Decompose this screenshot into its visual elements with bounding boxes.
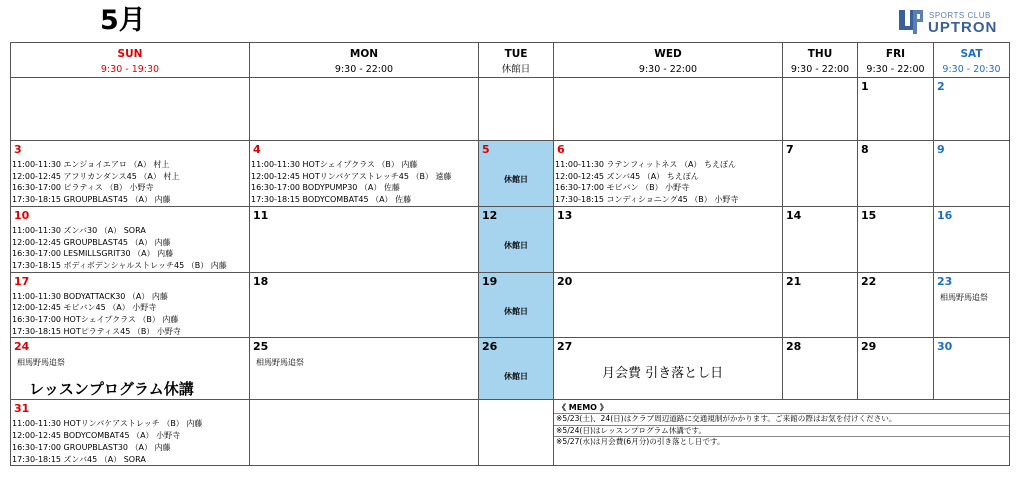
week-row-4 bbox=[11, 272, 1010, 338]
day-cell bbox=[934, 272, 1010, 338]
memo-line: ※5/27(水)は月会費(6月分)の引き落とし日です。 bbox=[554, 436, 1009, 448]
lesson-item: 12:00-12:45 HOTリンパケアストレッチ45 （B） 遠藤 bbox=[251, 171, 452, 181]
closed-label: 休館日 bbox=[504, 240, 528, 250]
memo-line: ※5/24(日)はレッスンプログラム休講です。 bbox=[554, 425, 1009, 437]
closed-label: 休館日 bbox=[504, 175, 528, 184]
day-cell bbox=[783, 338, 858, 400]
day-cell bbox=[11, 78, 250, 141]
date-number: 30 bbox=[937, 340, 953, 354]
date-number: 11 bbox=[253, 208, 269, 222]
date-number: 14 bbox=[786, 208, 802, 222]
day-cell bbox=[554, 272, 783, 338]
memo-line: ※5/23(土)、24(日)はクラブ周辺道路に交通規制がかかります。ご来館の際はお気を付けください。 bbox=[554, 413, 1009, 425]
date-number: 12 bbox=[482, 208, 498, 222]
header-tue bbox=[479, 43, 554, 78]
event-note: 相馬野馬追祭 bbox=[256, 358, 304, 368]
week-row-3 bbox=[11, 206, 1010, 272]
lesson-list bbox=[11, 225, 249, 272]
date-number: 24 bbox=[14, 340, 30, 354]
event-note: 相馬野馬追祭 bbox=[940, 292, 988, 302]
lesson-list bbox=[554, 159, 782, 206]
day-cell bbox=[554, 338, 783, 400]
lesson-item: 17:30-18:15 HOTピラティス45 （B） 小野寺 bbox=[12, 326, 181, 336]
date-number: 6 bbox=[557, 143, 565, 156]
date-number: 15 bbox=[861, 208, 877, 222]
day-cell bbox=[858, 78, 934, 141]
day-cell bbox=[934, 78, 1010, 141]
calendar-table bbox=[10, 42, 1010, 466]
week-row-5 bbox=[11, 338, 1010, 400]
day-name: FRI bbox=[885, 48, 906, 60]
date-number: 21 bbox=[786, 274, 802, 288]
month-title: 5月 bbox=[100, 5, 146, 36]
date-number: 7 bbox=[786, 143, 794, 156]
club-logo bbox=[898, 8, 1016, 36]
date-number: 3 bbox=[14, 143, 22, 156]
date-number: 27 bbox=[557, 340, 573, 354]
logo-mark-icon bbox=[898, 8, 924, 36]
date-number: 2 bbox=[937, 80, 945, 93]
opening-hours: 9:30 - 20:30 bbox=[942, 64, 1001, 75]
lesson-item: 17:30-18:15 コンディショニング45 （B） 小野寺 bbox=[555, 195, 739, 205]
lesson-item: 16:30-17:00 ピラティス （B） 小野寺 bbox=[12, 183, 154, 193]
date-number: 31 bbox=[14, 402, 30, 416]
opening-hours: 9:30 - 19:30 bbox=[100, 64, 160, 75]
date-number: 5 bbox=[482, 143, 490, 156]
date-number: 13 bbox=[557, 208, 573, 222]
header-thu bbox=[783, 43, 858, 78]
lesson-item: 17:30-18:15 ボディボデンシャルストレッチ45 （B） 内藤 bbox=[12, 260, 227, 270]
week-row-6 bbox=[11, 400, 1010, 466]
day-cell bbox=[858, 206, 934, 272]
lesson-item: 11:00-11:30 BODYATTACK30 （A） 内藤 bbox=[12, 291, 168, 301]
lesson-item: 12:00-12:45 BODYCOMBAT45 （A） 小野寺 bbox=[12, 431, 181, 441]
lesson-item: 17:30-18:15 GROUPBLAST45 （A） 内藤 bbox=[12, 195, 171, 205]
week-row-1 bbox=[11, 78, 1010, 141]
closed-label: 休館日 bbox=[504, 372, 528, 382]
day-cell bbox=[783, 141, 858, 207]
day-cell-closed bbox=[479, 141, 554, 207]
day-cell bbox=[250, 400, 479, 466]
lesson-list bbox=[11, 418, 249, 465]
opening-hours: 9:30 - 22:00 bbox=[638, 64, 698, 75]
lesson-item: 16:30-17:00 モビバン （B） 小野寺 bbox=[555, 183, 690, 193]
day-cell-closed bbox=[479, 272, 554, 338]
header-sun bbox=[11, 43, 250, 78]
lesson-cancel-note: レッスンプログラム休講 bbox=[29, 380, 194, 399]
date-number: 17 bbox=[14, 274, 30, 288]
day-name: SAT bbox=[960, 48, 983, 60]
opening-hours: 9:30 - 22:00 bbox=[866, 64, 925, 75]
lesson-item: 17:30-18:15 ズンバ45 （A） SORA bbox=[12, 454, 146, 464]
memo-title: 《 MEMO 》 bbox=[558, 403, 608, 413]
lesson-list bbox=[250, 159, 478, 206]
day-cell bbox=[250, 206, 479, 272]
date-number: 8 bbox=[861, 143, 869, 156]
closed-label: 休館日 bbox=[504, 306, 528, 316]
day-cell bbox=[934, 141, 1010, 207]
header-row bbox=[11, 43, 1010, 78]
lesson-item: 16:30-17:00 BODYPUMP30 （A） 佐藤 bbox=[251, 183, 400, 193]
day-cell bbox=[858, 141, 934, 207]
date-number: 1 bbox=[861, 80, 869, 93]
lesson-item: 11:00-11:30 ラテンフィットネス （A） ちえぽん bbox=[555, 160, 736, 169]
logo-wordmark: UPTRON bbox=[928, 19, 998, 36]
header-wed bbox=[554, 43, 783, 78]
day-cell bbox=[479, 78, 554, 141]
opening-hours: 9:30 - 22:00 bbox=[790, 64, 850, 75]
day-cell bbox=[11, 141, 250, 207]
lesson-item: 12:00-12:45 GROUPBLAST45 （A） 内藤 bbox=[12, 237, 171, 247]
day-name: WED bbox=[654, 48, 682, 60]
lesson-item: 16:30-17:00 LESMILLSGRIT30 （A） 内藤 bbox=[12, 249, 174, 259]
date-number: 28 bbox=[786, 340, 802, 354]
day-name: SUN bbox=[117, 48, 143, 60]
date-number: 26 bbox=[482, 340, 498, 354]
lesson-item: 11:00-11:30 HOTシェイプクラス （B） 内藤 bbox=[251, 160, 418, 169]
lesson-item: 12:00-12:45 モビバン45 （A） 小野寺 bbox=[12, 303, 157, 313]
memo-box bbox=[554, 400, 1010, 466]
date-number: 23 bbox=[937, 274, 953, 288]
date-number: 18 bbox=[253, 274, 269, 288]
date-number: 25 bbox=[253, 340, 269, 354]
lesson-item: 16:30-17:00 GROUPBLAST30 （A） 内藤 bbox=[12, 442, 171, 452]
day-cell bbox=[11, 400, 250, 466]
day-cell bbox=[250, 78, 479, 141]
lesson-item: 16:30-17:00 HOTシェイプクラス （B） 内藤 bbox=[12, 315, 179, 325]
header-fri bbox=[858, 43, 934, 78]
event-note: 相馬野馬追祭 bbox=[17, 358, 65, 368]
day-cell bbox=[250, 272, 479, 338]
day-cell bbox=[11, 206, 250, 272]
day-name: THU bbox=[807, 48, 833, 60]
date-number: 20 bbox=[557, 274, 573, 288]
day-cell bbox=[554, 141, 783, 207]
lesson-item: 11:00-11:30 ズンバ30 （A） SORA bbox=[12, 225, 146, 235]
day-cell bbox=[783, 78, 858, 141]
date-number: 29 bbox=[861, 340, 877, 354]
opening-hours: 休館日 bbox=[501, 64, 531, 75]
day-cell-closed bbox=[479, 338, 554, 400]
day-cell bbox=[934, 206, 1010, 272]
day-cell bbox=[858, 338, 934, 400]
day-cell bbox=[250, 338, 479, 400]
day-cell bbox=[858, 272, 934, 338]
date-number: 16 bbox=[937, 208, 953, 222]
day-cell bbox=[934, 338, 1010, 400]
fee-note: 月会費 引き落とし日 bbox=[602, 366, 724, 382]
day-cell-closed bbox=[479, 206, 554, 272]
day-cell bbox=[11, 272, 250, 338]
day-cell bbox=[783, 272, 858, 338]
day-cell bbox=[554, 206, 783, 272]
week-row-2 bbox=[11, 141, 1010, 207]
day-cell bbox=[783, 206, 858, 272]
date-number: 10 bbox=[14, 208, 30, 222]
logo-subtitle: SPORTS CLUB bbox=[929, 11, 991, 20]
day-name: MON bbox=[349, 48, 379, 60]
day-cell bbox=[479, 400, 554, 466]
lesson-item: 12:00-12:45 アフリカンダンス45 （A） 村上 bbox=[12, 171, 180, 181]
day-cell bbox=[250, 141, 479, 207]
lesson-item: 17:30-18:15 BODYCOMBAT45 （A） 佐藤 bbox=[251, 195, 412, 205]
header-mon bbox=[250, 43, 479, 78]
date-number: 19 bbox=[482, 274, 498, 288]
lesson-item: 11:00-11:30 HOTリンパケアストレッチ （B） 内藤 bbox=[12, 419, 203, 429]
lesson-item: 12:00-12:45 ズンバ45 （A） ちえぽん bbox=[555, 171, 699, 181]
date-number: 4 bbox=[253, 143, 261, 156]
header-sat bbox=[934, 43, 1010, 78]
date-number: 22 bbox=[861, 274, 877, 288]
day-cell bbox=[11, 338, 250, 400]
date-number: 9 bbox=[937, 143, 945, 156]
lesson-item: 11:00-11:30 エンジョイエアロ （A） 村上 bbox=[12, 160, 170, 169]
lesson-list bbox=[11, 159, 249, 206]
day-cell bbox=[554, 78, 783, 141]
day-name: TUE bbox=[504, 48, 528, 60]
opening-hours: 9:30 - 22:00 bbox=[334, 64, 394, 75]
lesson-list bbox=[11, 291, 249, 338]
